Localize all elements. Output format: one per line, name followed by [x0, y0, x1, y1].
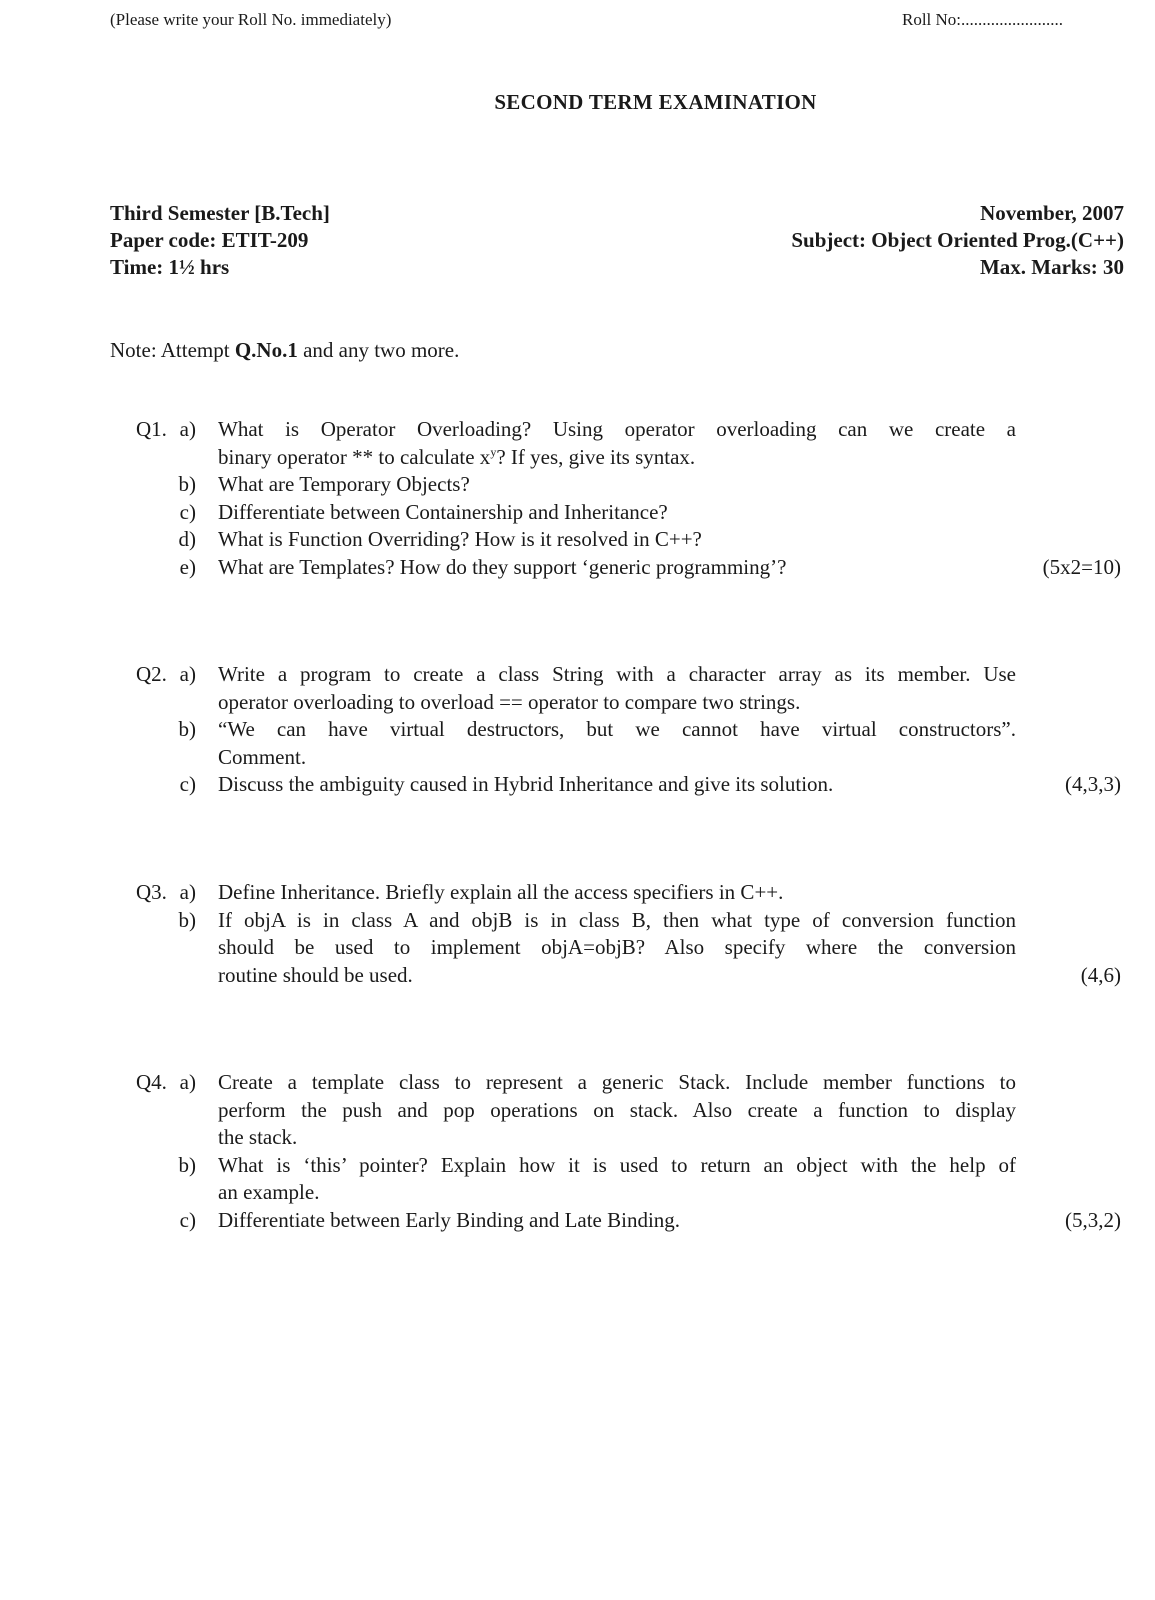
- part-letter: b): [178, 1152, 196, 1177]
- part-letter: b): [178, 717, 196, 741]
- part-text: What are Templates? How do they support ‘generic programming’?: [218, 554, 787, 579]
- marks-allocation: (4,6): [1080, 962, 1121, 987]
- part-letter: a): [179, 880, 196, 904]
- part-text: What are Temporary Objects?: [218, 472, 470, 496]
- exam-meta-left: [110, 200, 330, 281]
- part-letter: e): [179, 554, 196, 579]
- part-text: Define Inheritance. Briefly explain all the access specifiers in C++.: [218, 880, 784, 904]
- q2-part-a-cont: [0, 689, 1155, 717]
- question-number: Q3.: [136, 880, 167, 904]
- q1-part-c: [0, 499, 1155, 527]
- roll-no-field: Roll No:........................: [902, 10, 1064, 29]
- q3-part-b-cont: [0, 934, 1155, 962]
- part-letter: d): [178, 527, 196, 551]
- exam-title: SECOND TERM EXAMINATION: [494, 90, 817, 114]
- exam-date: November, 2007: [980, 201, 1124, 225]
- part-text: Write a program to create a class String with a character array as its member. Use: [218, 662, 1016, 686]
- q4-part-b-cont: [0, 1179, 1155, 1207]
- roll-instruction: (Please write your Roll No. immediately): [110, 10, 392, 29]
- q4-part-a: [0, 1069, 1155, 1097]
- part-letter: a): [179, 417, 196, 441]
- paper-code: Paper code: ETIT-209: [110, 228, 309, 252]
- marks-allocation: (5,3,2): [1065, 1207, 1121, 1232]
- subject: Subject: Object Oriented Prog.(C++): [791, 228, 1124, 252]
- time-allowed: Time: 1½ hrs: [110, 255, 230, 279]
- part-text: Create a template class to represent a generic Stack. Include member functions to: [218, 1070, 1016, 1094]
- q2-part-b: [0, 716, 1155, 744]
- part-letter: b): [178, 472, 196, 496]
- part-letter: a): [179, 662, 196, 686]
- q1-part-a: [0, 416, 1155, 444]
- note-prefix: Note: Attempt: [110, 338, 235, 362]
- q4-part-b: [0, 1152, 1155, 1180]
- part-text-continued: the stack.: [218, 1125, 298, 1149]
- exponent: y: [490, 444, 497, 459]
- question-number: Q2.: [136, 662, 167, 686]
- part-text: If objA is in class A and objB is in class B, then what type of conversion function: [218, 907, 1016, 932]
- part-letter: c): [179, 499, 196, 524]
- q1-part-a-cont: [0, 444, 1155, 472]
- part-text-continued: operator overloading to overload == operator to compare two strings.: [218, 689, 801, 714]
- part-letter: c): [179, 1207, 196, 1232]
- q1-part-e: [0, 554, 1155, 582]
- part-letter: c): [179, 772, 196, 796]
- instructions-note: [110, 338, 459, 363]
- question-1: [0, 416, 1155, 581]
- q4-part-c: [0, 1207, 1155, 1235]
- question-4: [0, 1069, 1155, 1234]
- q1-part-b: [0, 471, 1155, 499]
- part-text: What is Operator Overloading? Using operator overloading can we create a: [218, 417, 1016, 441]
- part-text: “We can have virtual destructors, but we cannot have virtual constructors”.: [218, 717, 1016, 741]
- q3-part-b: [0, 907, 1155, 935]
- q1-part-d: [0, 526, 1155, 554]
- part-text: What is Function Overriding? How is it resolved in C++?: [218, 527, 702, 551]
- marks-allocation: (5x2=10): [1042, 554, 1121, 579]
- part-text-continued: an example.: [218, 1180, 320, 1204]
- max-marks: Max. Marks: 30: [979, 255, 1124, 279]
- q2-part-b-cont: [0, 744, 1155, 772]
- part-text: Differentiate between Early Binding and Late Binding.: [218, 1207, 681, 1232]
- part-text-continued: binary operator ** to calculate $x^y$? If yes, give its syntax.: [218, 444, 696, 469]
- part-text: Discuss the ambiguity caused in Hybrid Inheritance and give its solution.: [218, 772, 834, 796]
- part-text-continued: should be used to implement objA=objB? Also specify where the conversion: [218, 935, 1016, 959]
- part-text: What is ‘this’ pointer? Explain how it is used to return an object with the help of: [218, 1152, 1016, 1177]
- q4-part-a-cont2: [0, 1124, 1155, 1152]
- question-3: [0, 879, 1155, 989]
- q2-part-a: [0, 661, 1155, 689]
- part-text-continued: routine should be used.: [218, 962, 413, 987]
- semester: Third Semester [B.Tech]: [110, 201, 330, 225]
- q4-part-a-cont: [0, 1097, 1155, 1125]
- part-letter: b): [178, 907, 196, 932]
- exam-meta-right: [791, 200, 1124, 281]
- part-text-continued: Comment.: [218, 744, 307, 769]
- question-number: Q4.: [136, 1070, 167, 1094]
- part-text: Differentiate between Containership and Inheritance?: [218, 499, 668, 524]
- marks-allocation: (4,3,3): [1065, 772, 1121, 796]
- note-suffix: and any two more.: [297, 338, 460, 362]
- q3-part-a: [0, 879, 1155, 907]
- part-text-continued: perform the push and pop operations on stack. Also create a function to display: [218, 1097, 1016, 1122]
- part-letter: a): [179, 1070, 196, 1094]
- question-number: Q1.: [136, 417, 167, 441]
- note-bold: Q.No.1: [234, 338, 298, 362]
- q3-part-b-cont2: [0, 962, 1155, 990]
- question-2: [0, 661, 1155, 799]
- q2-part-c: [0, 771, 1155, 799]
